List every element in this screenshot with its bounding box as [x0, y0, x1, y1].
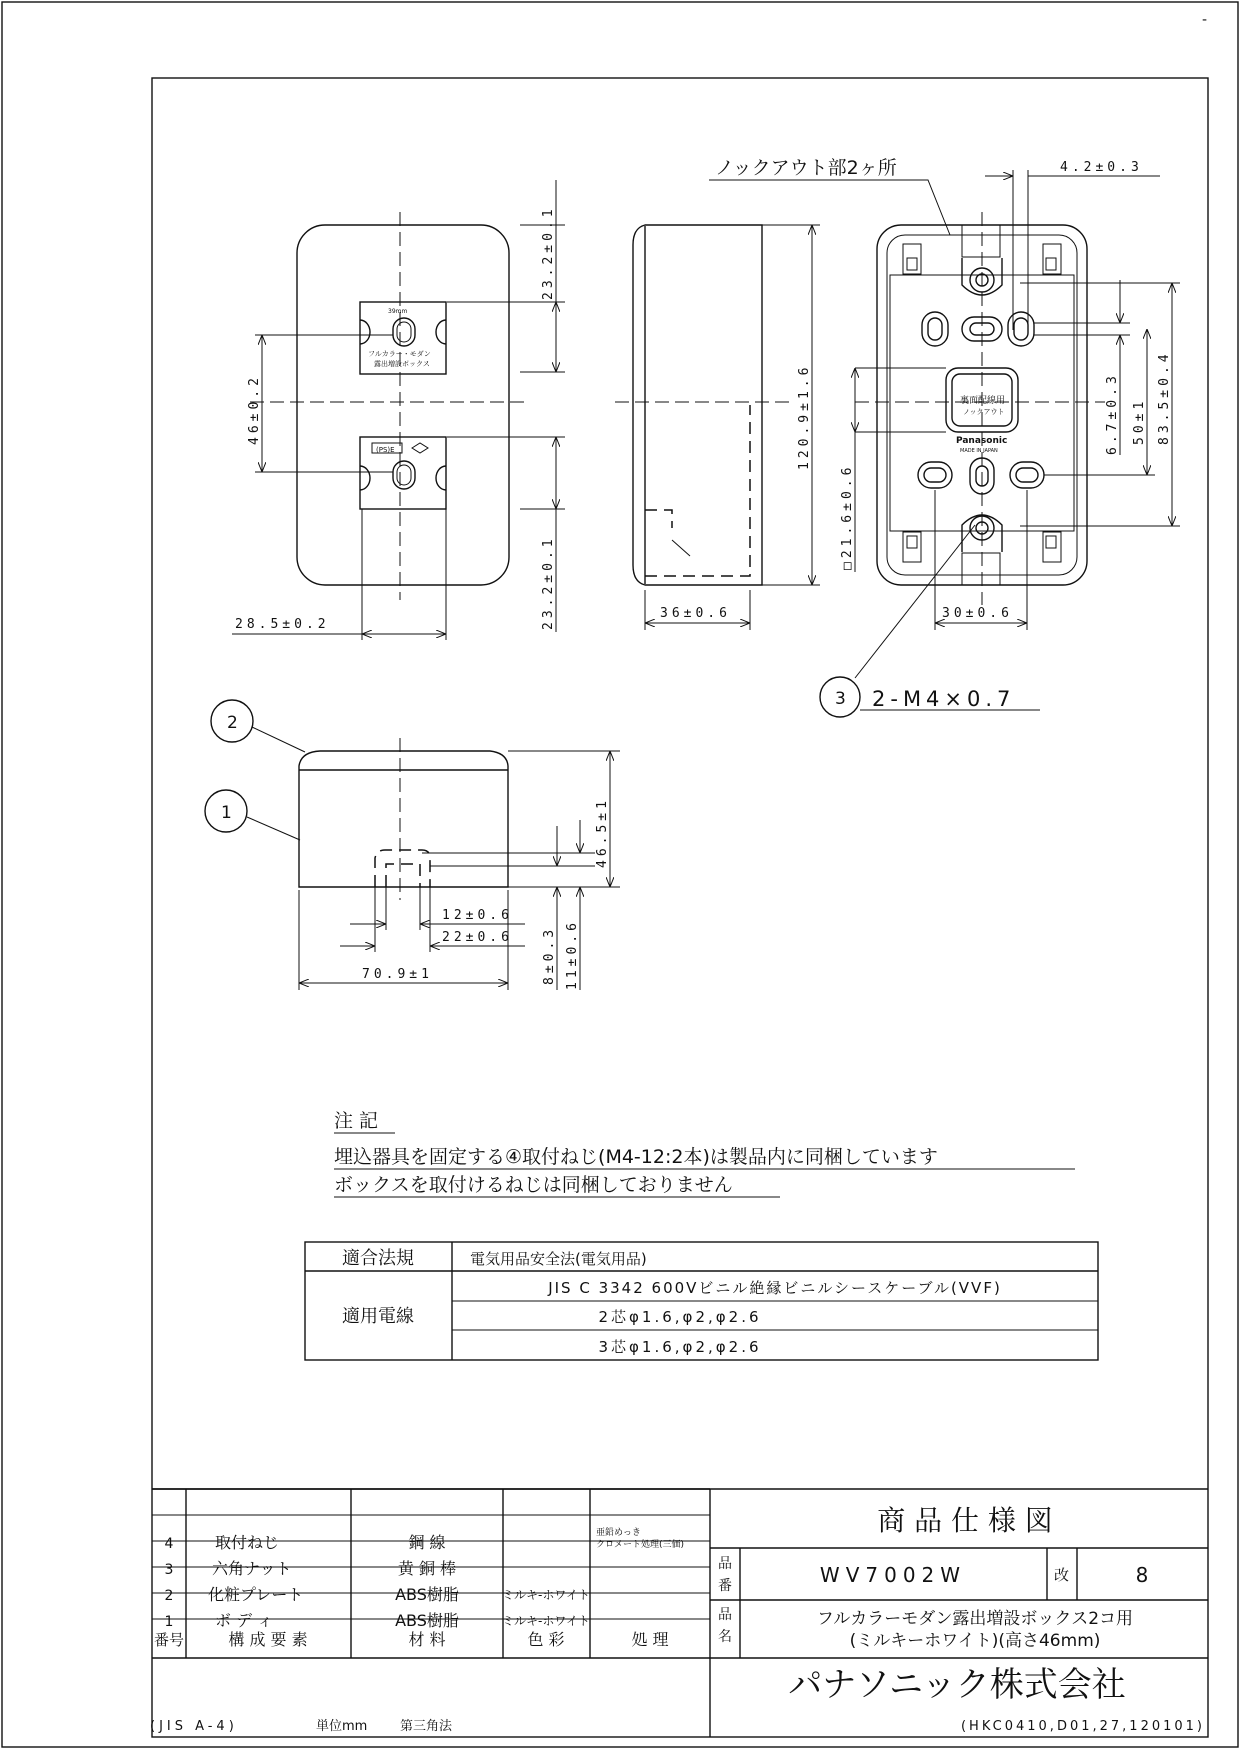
balloon-1-label: 1: [221, 803, 232, 823]
law-label: 適合法規: [342, 1248, 414, 1269]
footer-unit: 単位mm: [316, 1719, 368, 1734]
law-value: 電気用品安全法(電気用品): [470, 1250, 647, 1268]
wire-label: 適用電線: [342, 1306, 414, 1327]
dim-front-bottom-width: 28.5±0.2: [235, 617, 330, 632]
back-center-label-2: ノックアウト: [963, 408, 1005, 416]
back-knockout: ノックアウト部2ヶ所: [715, 157, 897, 179]
front-lower-label: (PS)E: [376, 446, 395, 454]
dim-back-hole-spacing: 4.2±0.3: [1060, 160, 1143, 175]
dim-front-left: 46±0.2: [247, 374, 262, 445]
back-view: [709, 157, 1180, 717]
dim-bottom-12: 12±0.6: [442, 908, 513, 923]
parts-header-name: 構 成 要 素: [228, 1630, 308, 1649]
notes-line-1: 埋込器具を固定する④取付ねじ(M4-12:2本)は製品内に同梱しています: [334, 1146, 938, 1168]
dim-bottom-width: 70.9±1: [362, 967, 433, 982]
bottom-outline: [299, 751, 508, 887]
part-no-value: WV7002W: [819, 1563, 967, 1587]
dim-back-30: 30±0.6: [942, 606, 1013, 621]
parts-header-color: 色 彩: [527, 1630, 565, 1649]
dim-back-square: □21.6±0.6: [840, 463, 855, 570]
part-2-material: ABS樹脂: [395, 1585, 459, 1604]
part-1-no: 1: [164, 1614, 174, 1630]
part-1-color: ミルキ-ホワイト: [502, 1614, 590, 1628]
front-view: [232, 180, 565, 640]
wire-row-2: 2芯φ1.6,φ2,φ2.6: [598, 1308, 762, 1326]
name-label-2: 名: [718, 1629, 732, 1645]
parts-header-material: 材 料: [408, 1630, 446, 1649]
dim-side-depth: 36±0.6: [660, 606, 731, 621]
footer: [150, 1718, 1205, 1734]
part-4-treatment-1: 亜鉛めっき: [596, 1528, 641, 1538]
part-2-color: ミルキ-ホワイト: [502, 1588, 590, 1602]
back-brand-sub: MADE IN JAPAN: [960, 448, 998, 454]
front-plate-label-1: フルカラー・モダン: [368, 350, 431, 358]
title-label: 商 品 仕 様 図: [877, 1504, 1053, 1537]
dim-back-83: 83.5±0.4: [1157, 350, 1172, 445]
title-block: [152, 1489, 1208, 1705]
dim-bottom-11: 11±0.6: [565, 919, 580, 990]
part-no-label-2: 番: [718, 1578, 732, 1594]
part-4-name: 取付ねじ: [215, 1533, 280, 1552]
front-plate-tiny: 39mm: [388, 308, 408, 315]
outer-border: [2, 2, 1238, 1747]
part-3-name: 六角ナット: [212, 1559, 292, 1578]
part-1-material: ABS樹脂: [395, 1611, 459, 1630]
notes-heading: 注 記: [334, 1110, 379, 1132]
footer-standard: (JIS A-4): [150, 1719, 238, 1734]
dim-front-top: 23.2±0.1: [541, 205, 556, 300]
wire-row-1: JIS C 3342 600Vビニル絶縁ビニルシースケーブル(VVF): [548, 1279, 1002, 1297]
dim-bottom-8: 8±0.3: [542, 925, 557, 985]
part-3-material: 黄 銅 棒: [397, 1559, 457, 1578]
product-name-line-2: (ミルキーホワイト)(高さ46mm): [849, 1631, 1101, 1651]
product-name-line-1: フルカラーモダン露出増設ボックス2コ用: [816, 1609, 1134, 1629]
parts-header-no: 番号: [153, 1631, 185, 1649]
part-4-material: 鋼 線: [408, 1533, 446, 1552]
part-1-name: ボ デ ィ: [215, 1611, 274, 1630]
screw-spec: 2-M4×0.7: [872, 687, 1016, 711]
dim-bottom-height: 46.5±1: [595, 797, 610, 868]
part-2-no: 2: [164, 1588, 174, 1604]
corner-mark: -: [1202, 12, 1208, 28]
part-no-label-1: 品: [718, 1556, 732, 1572]
front-plate-label-2: 露出増設ボックス: [374, 360, 430, 368]
bottom-view: [205, 700, 620, 990]
front-plate-outline: [297, 225, 509, 585]
dim-front-bottom: 23.2±0.1: [541, 535, 556, 630]
front-lower-block: [360, 437, 446, 509]
wire-row-3: 3芯φ1.6,φ2,φ2.6: [598, 1338, 762, 1356]
side-outline: [633, 225, 762, 585]
drawing-frame: [152, 78, 1208, 1737]
footer-doc-code: (HKC0410,D01,27,120101): [960, 1719, 1205, 1734]
balloon-2-label: 2: [227, 713, 238, 733]
dim-side-height: 120.9±1.6: [797, 363, 812, 470]
standards-table: [305, 1242, 1098, 1360]
dim-back-6-7: 6.7±0.3: [1105, 372, 1120, 455]
name-label-1: 品: [718, 1607, 732, 1623]
back-center-label-1: 裏面配線用: [960, 396, 1006, 406]
dim-bottom-22: 22±0.6: [442, 930, 513, 945]
balloon-3-label: 3: [835, 689, 846, 709]
dim-back-50: 50±1: [1132, 397, 1147, 445]
rev-label: 改: [1054, 1566, 1070, 1584]
notes-line-2: ボックスを取付けるねじは同梱しておりません: [334, 1174, 733, 1196]
part-4-no: 4: [164, 1536, 174, 1552]
company-name: パナソニック株式会社: [788, 1665, 1126, 1705]
part-4-treatment-2: クロメート処理(三価): [596, 1540, 685, 1550]
part-2-name: 化粧プレート: [208, 1585, 304, 1604]
notes: [334, 1110, 1075, 1197]
back-brand: Panasonic: [956, 436, 1008, 446]
parts-header-treatment: 処 理: [631, 1630, 669, 1649]
side-view: [615, 225, 820, 630]
footer-projection: 第三角法: [400, 1719, 453, 1734]
rev-value: 8: [1135, 1563, 1149, 1587]
part-3-no: 3: [164, 1562, 174, 1578]
